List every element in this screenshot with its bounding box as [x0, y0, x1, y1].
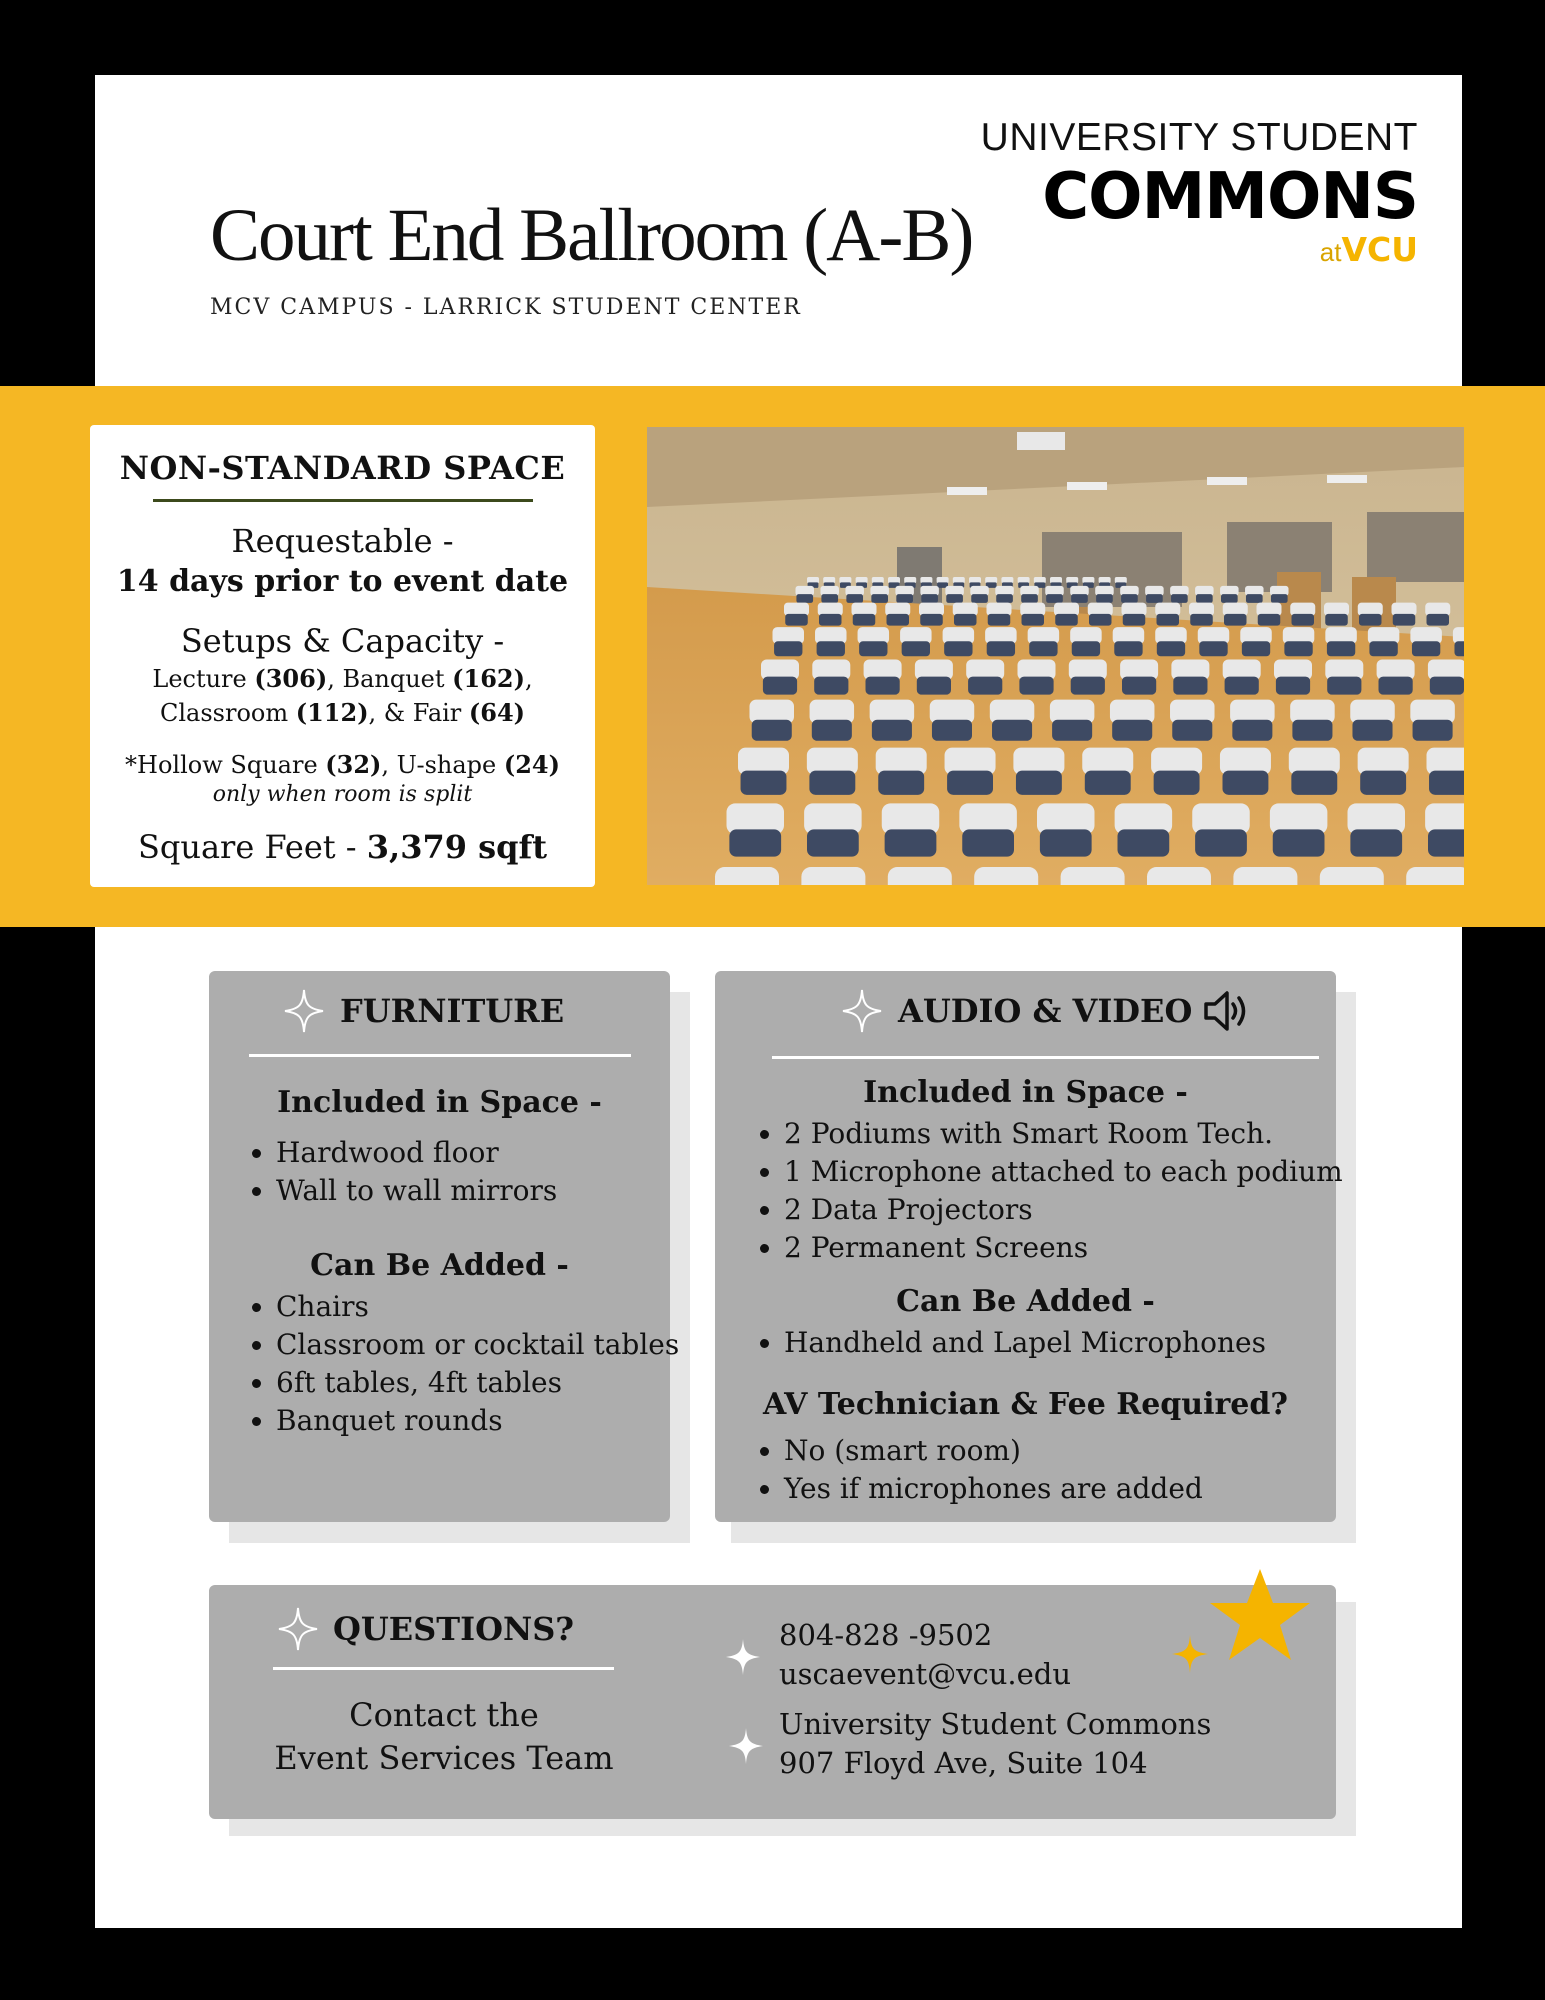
questions-rule: [273, 1667, 614, 1670]
furniture-added-list: [242, 1288, 679, 1440]
chair-shape: [1019, 677, 1053, 695]
chair-shape: [763, 677, 797, 695]
chair-shape: [1360, 771, 1406, 795]
furniture-included-list: [242, 1134, 557, 1210]
capacity-value: (32): [325, 750, 382, 779]
setups-line-2: [90, 696, 595, 730]
chair-shape: [1413, 720, 1453, 741]
chair-shape: [902, 641, 930, 656]
av-heading: [841, 988, 1252, 1034]
list-item: • Banquet rounds: [276, 1402, 679, 1440]
chair-shape: [917, 677, 951, 695]
chair-shape: [809, 771, 855, 795]
chair-shape: [1221, 594, 1238, 603]
sparkle-icon: [841, 988, 883, 1034]
chair-shape: [1190, 614, 1213, 626]
chair-shape: [1429, 771, 1464, 795]
chair-shape: [1393, 614, 1416, 626]
chair-shape: [1096, 594, 1113, 603]
list-item: • 1 Microphone attached to each podium: [784, 1153, 1343, 1191]
requestable-label: Requestable -: [231, 522, 454, 560]
chair-shape: [887, 614, 910, 626]
contact-team-text: [209, 1694, 679, 1780]
chair-shape: [814, 677, 848, 695]
split-note: only when room is split: [212, 782, 473, 807]
contact-email[interactable]: uscaevent@vcu.edu: [779, 1657, 1072, 1691]
chair-shape: [821, 594, 838, 603]
chair-shape: [946, 594, 963, 603]
chair-shape: [1121, 594, 1138, 603]
logo-vcu: VCU: [1341, 230, 1418, 269]
chair-shape: [846, 594, 863, 603]
sparkle-icon: [283, 988, 325, 1034]
chair-shape: [885, 829, 937, 856]
chair-shape: [1089, 614, 1112, 626]
chair-shape: [1071, 677, 1105, 695]
chair-shape: [1016, 771, 1062, 795]
furniture-rule: [249, 1054, 631, 1057]
list-item: • Yes if microphones are added: [784, 1470, 1203, 1508]
av-included-heading: Included in Space -: [863, 1075, 1188, 1110]
chair-shape: [752, 720, 792, 741]
chair-shape: [1122, 677, 1156, 695]
setups-line-1: [90, 662, 595, 696]
chair-shape: [1040, 829, 1092, 856]
logo-line-vcu: [981, 230, 1418, 269]
chair-shape: [715, 867, 779, 885]
chair-shape: [920, 614, 943, 626]
furniture-heading-label: FURNITURE: [340, 992, 565, 1030]
list-item: • 2 Permanent Screens: [784, 1229, 1343, 1267]
contact-address: [779, 1705, 1211, 1783]
page-title: Court End Ballroom (A-B): [210, 194, 973, 277]
list-item: • 6ft tables, 4ft tables: [276, 1364, 679, 1402]
logo-line-university: UNIVERSITY STUDENT: [980, 116, 1418, 159]
chair-shape: [819, 614, 842, 626]
sqft-label: Square Feet -: [137, 828, 367, 866]
chair-shape: [921, 594, 938, 603]
chair-shape: [1046, 594, 1063, 603]
chair-shape: [1195, 829, 1247, 856]
chair-shape: [1273, 829, 1325, 856]
chair-shape: [878, 771, 924, 795]
logo-line-commons: COMMONS: [1042, 160, 1418, 234]
page-subtitle: MCV CAMPUS - LARRICK STUDENT CENTER: [210, 295, 802, 320]
requestable-value: 14 days prior to event date: [116, 564, 569, 599]
questions-heading: [277, 1606, 574, 1652]
contact-line-2: Event Services Team: [274, 1739, 614, 1777]
chair-shape: [1276, 677, 1310, 695]
chair-shape: [1430, 677, 1464, 695]
chair-shape: [968, 677, 1002, 695]
chair-shape: [1352, 720, 1392, 741]
chair-shape: [971, 594, 988, 603]
chair-shape: [729, 829, 781, 856]
chair-shape: [1157, 641, 1185, 656]
chair-shape: [1232, 720, 1272, 741]
commons-logo: [980, 116, 1418, 269]
stars-decoration-icon: [1160, 1565, 1320, 1683]
logo-at: at: [1319, 237, 1342, 267]
chair-shape: [962, 829, 1014, 856]
space-type-heading: NON-STANDARD SPACE: [119, 449, 566, 487]
chair-shape: [796, 594, 813, 603]
chair-shape: [996, 594, 1013, 603]
chair-shape: [1379, 677, 1413, 695]
sparkle-solid-icon: [725, 1638, 761, 1676]
capacity-value: (162): [452, 664, 525, 693]
chair-shape: [1292, 614, 1315, 626]
chair-shape: [1118, 829, 1170, 856]
list-item: • Wall to wall mirrors: [276, 1172, 557, 1210]
capacity-value: (24): [503, 750, 560, 779]
questions-heading-label: QUESTIONS?: [333, 1610, 575, 1648]
chair-shape: [1055, 614, 1078, 626]
chair-shape: [1196, 594, 1213, 603]
av-added-heading: Can Be Added -: [896, 1284, 1155, 1319]
setups-label: Setups & Capacity -: [180, 622, 505, 660]
chair-shape: [1072, 641, 1100, 656]
list-item: • No (smart room): [784, 1432, 1203, 1470]
chair-shape: [944, 641, 972, 656]
chair-shape: [1258, 614, 1281, 626]
av-tech-heading: AV Technician & Fee Required?: [763, 1387, 1288, 1422]
chair-shape: [954, 614, 977, 626]
chair-shape: [947, 771, 993, 795]
list-item: • 2 Podiums with Smart Room Tech.: [784, 1115, 1343, 1153]
furniture-included-heading: Included in Space -: [277, 1085, 602, 1120]
chair-shape: [1224, 614, 1247, 626]
chair-shape: [1233, 867, 1297, 885]
chair-shape: [1454, 641, 1464, 656]
chair-shape: [1061, 867, 1125, 885]
chair-shape: [1427, 614, 1450, 626]
chair-shape: [859, 641, 887, 656]
chair-shape: [1052, 720, 1092, 741]
sqft-value: 3,379 sqft: [366, 828, 548, 866]
chair-shape: [888, 867, 952, 885]
chair-shape: [1350, 829, 1402, 856]
capacity-value: (306): [254, 664, 328, 693]
space-info-card: [90, 425, 595, 887]
av-added-list: [750, 1324, 1266, 1362]
sparkle-icon: [277, 1606, 319, 1652]
contact-phone[interactable]: 804-828 -9502: [779, 1618, 993, 1652]
capacity-text: *Hollow Square: [125, 751, 326, 779]
chair-shape: [1225, 677, 1259, 695]
chair-shape: [812, 720, 852, 741]
chair-shape: [1171, 594, 1188, 603]
chair-shape: [1359, 614, 1382, 626]
chair-shape: [974, 867, 1038, 885]
capacity-text: Lecture: [152, 665, 255, 693]
capacity-value: (64): [468, 698, 526, 727]
chair-shape: [1071, 594, 1088, 603]
square-feet-line: [90, 826, 595, 868]
sparkle-solid-icon: [728, 1727, 764, 1765]
chair-shape: [1123, 614, 1146, 626]
chair-shape: [872, 720, 912, 741]
furniture-added-heading: Can Be Added -: [310, 1248, 569, 1283]
chair-shape: [1320, 867, 1384, 885]
chair-shape: [1242, 641, 1270, 656]
capacity-text: , Banquet: [327, 665, 453, 693]
chair-shape: [1172, 720, 1212, 741]
capacity-text: Classroom: [159, 699, 296, 727]
split-setups-line: [90, 748, 595, 782]
chair-shape: [1147, 867, 1211, 885]
chair-shape: [1021, 594, 1038, 603]
chair-shape: [1223, 771, 1269, 795]
chair-shape: [741, 771, 787, 795]
chair-shape: [1284, 641, 1312, 656]
av-tech-list: [750, 1432, 1203, 1508]
chair-shape: [1412, 641, 1440, 656]
chair-shape: [1085, 771, 1131, 795]
address-line-2: 907 Floyd Ave, Suite 104: [779, 1746, 1148, 1780]
av-included-list: [750, 1115, 1343, 1267]
chair-shape: [1029, 641, 1057, 656]
chair-shape: [1428, 829, 1464, 856]
av-rule: [772, 1056, 1319, 1059]
chair-shape: [1291, 771, 1337, 795]
address-line-1: University Student Commons: [779, 1707, 1212, 1741]
chair-shape: [1406, 867, 1464, 885]
chair-shape: [1271, 594, 1288, 603]
chair-shape: [1146, 594, 1163, 603]
chair-shape: [801, 867, 865, 885]
chair-shape: [1173, 677, 1207, 695]
list-item: • Chairs: [276, 1288, 679, 1326]
chair-shape: [817, 641, 845, 656]
chair-shape: [987, 641, 1015, 656]
chair-shape: [807, 829, 859, 856]
capacity-value: (112): [295, 698, 369, 727]
heading-rule: [153, 499, 533, 502]
chair-shape: [1114, 641, 1142, 656]
chair-shape: [1112, 720, 1152, 741]
furniture-heading: [283, 988, 564, 1034]
list-item: • Handheld and Lapel Microphones: [784, 1324, 1266, 1362]
chair-shape: [853, 614, 876, 626]
chair-shape: [871, 594, 888, 603]
chair-shape: [774, 641, 802, 656]
contact-phone-email: [779, 1616, 1071, 1694]
chair-shape: [896, 594, 913, 603]
chair-shape: [932, 720, 972, 741]
chair-shape: [988, 614, 1011, 626]
capacity-text: , & Fair: [368, 699, 469, 727]
capacity-text: , U-shape: [381, 751, 504, 779]
chair-shape: [1327, 677, 1361, 695]
ballroom-photo: [647, 427, 1464, 885]
contact-line-1: Contact the: [349, 1696, 539, 1734]
chair-shape: [1157, 614, 1180, 626]
chair-shape: [1369, 641, 1397, 656]
av-heading-label: AUDIO & VIDEO: [898, 992, 1193, 1030]
chair-shape: [1327, 641, 1355, 656]
chair-shape: [1246, 594, 1263, 603]
chair-shape: [1154, 771, 1200, 795]
chair-shape: [1325, 614, 1348, 626]
list-item: • Classroom or cocktail tables: [276, 1326, 679, 1364]
chair-shape: [1022, 614, 1045, 626]
capacity-text: ,: [524, 665, 533, 693]
chair-shape: [1292, 720, 1332, 741]
list-item: • 2 Data Projectors: [784, 1191, 1343, 1229]
chair-shape: [785, 614, 808, 626]
chair-shape: [866, 677, 900, 695]
chair-shape: [992, 720, 1032, 741]
list-item: • Hardwood floor: [276, 1134, 557, 1172]
chair-shape: [1199, 641, 1227, 656]
speaker-icon: [1202, 989, 1252, 1033]
